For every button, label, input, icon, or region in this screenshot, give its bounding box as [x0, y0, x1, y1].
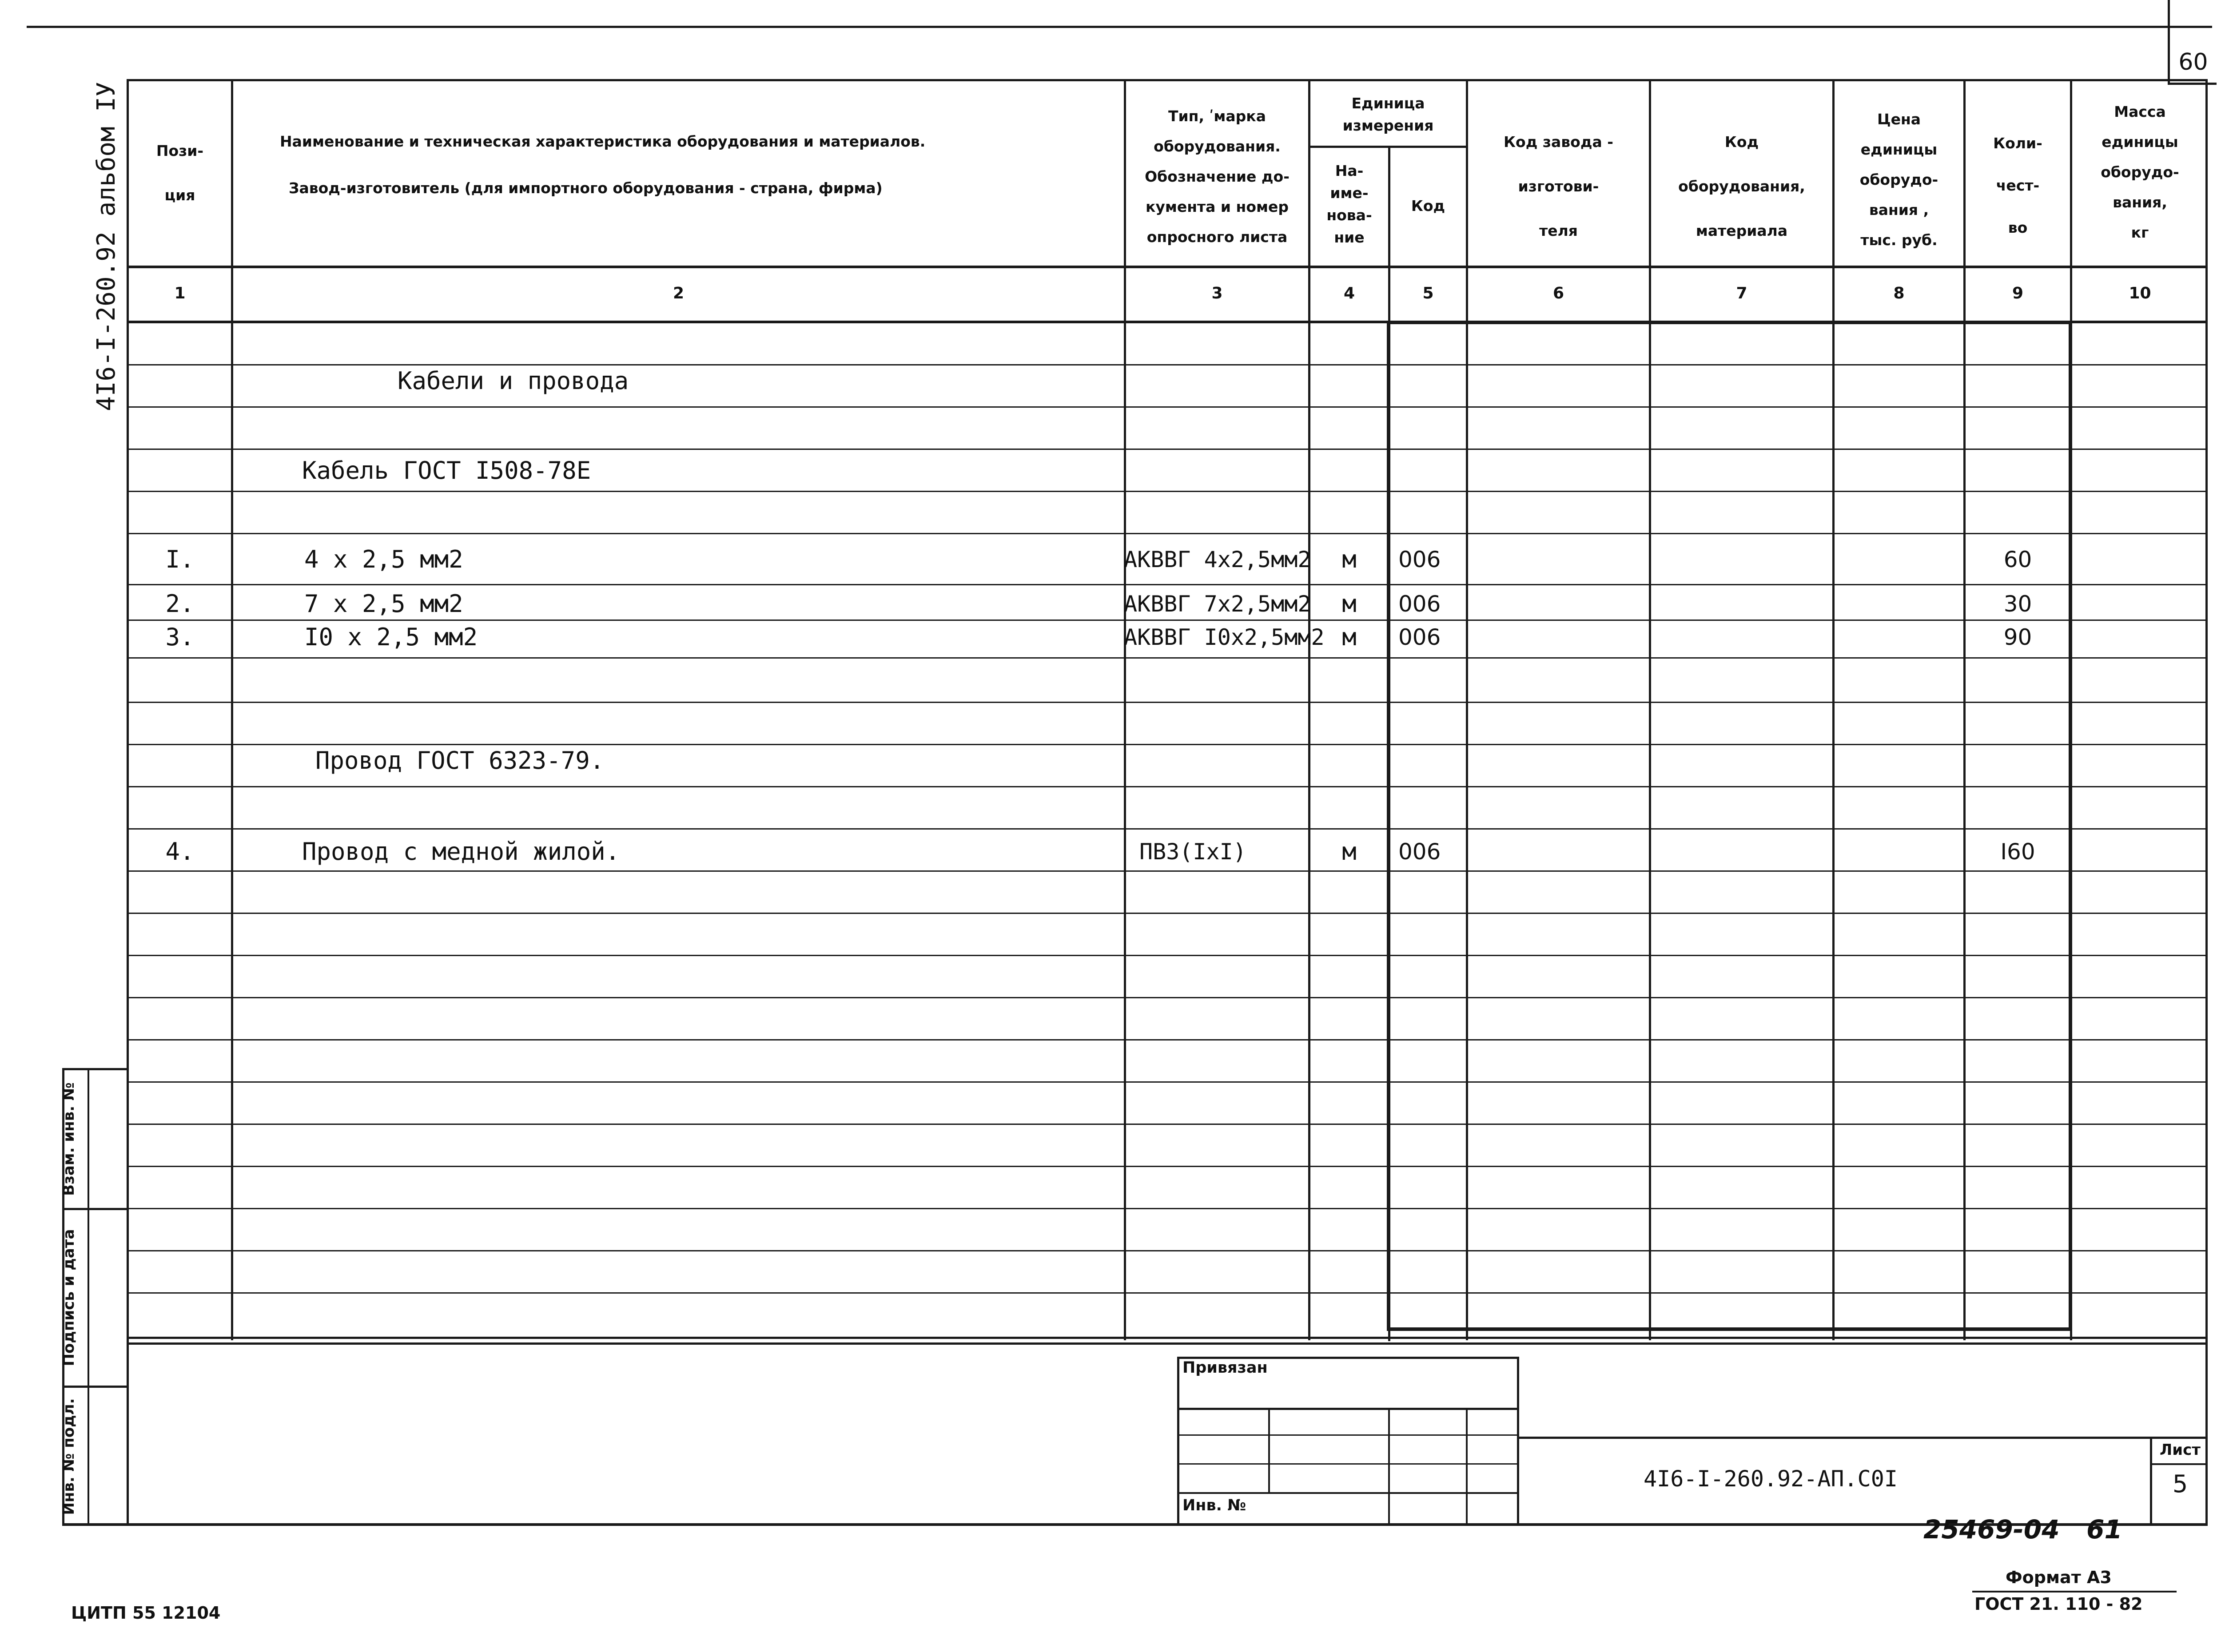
privyazan-row-line-2	[1177, 1463, 1519, 1465]
row-unit-code: 006	[1398, 547, 1441, 572]
col-line-1	[231, 79, 233, 1340]
privyazan-label: Привязан	[1182, 1359, 1268, 1377]
privyazan-row-line-1	[1177, 1434, 1519, 1436]
header-position: Пози- ция	[156, 142, 204, 204]
page-number: 60	[2178, 49, 2208, 75]
header-bottom-line	[127, 266, 2208, 268]
header-quantity: Коли- чест- во	[1993, 135, 2042, 236]
gost-label: ГОСТ 21. 110 - 82	[1974, 1594, 2143, 1614]
unit-group-split-line	[1308, 146, 1468, 148]
col-num-1: 1	[174, 284, 186, 302]
header-factory-code: Код завода - изготови- теля	[1504, 133, 1613, 239]
row-unit: м	[1342, 590, 1357, 618]
col-num-6: 6	[1552, 284, 1564, 302]
side-stamp-inner-line	[88, 1068, 89, 1525]
row-type: ПВЗ(IхI)	[1139, 839, 1246, 865]
section-title-wire-gost: Провод ГОСТ 6323-79.	[315, 747, 605, 774]
row-name: Провод с медной жилой.	[302, 838, 620, 866]
col-num-9: 9	[2012, 284, 2024, 302]
row-unit: м	[1342, 838, 1357, 866]
col-line-3	[1308, 79, 1310, 1340]
row-position: 3.	[165, 623, 195, 651]
bottom-border-line	[62, 1523, 2208, 1526]
header-type: Тип, ʹмарка оборудования. Обозначение до- кумента и номер опросного листа	[1145, 107, 1290, 246]
row-quantity: 60	[2003, 547, 2032, 572]
privyazan-col-3	[1466, 1408, 1468, 1525]
doc-code: 4I6-I-260.92-АП.С0I	[1644, 1466, 1898, 1492]
row-quantity: I60	[2000, 839, 2035, 865]
row-type: АКВВГ 7х2,5мм2	[1124, 591, 1311, 617]
format-underline	[1972, 1591, 2177, 1592]
handwritten-number: 25469-04 61	[1923, 1514, 2122, 1545]
row-name: 4 х 2,5 мм2	[304, 545, 463, 573]
sheet-value: 5	[2172, 1470, 2188, 1498]
header-unit-name: На- име- нова- ние	[1326, 162, 1372, 246]
col-num-5: 5	[1422, 284, 1434, 302]
privyazan-split-line	[1177, 1408, 1519, 1410]
side-stamp-vzam: Взам. инв. №	[60, 1082, 78, 1196]
row-name: 7 х 2,5 мм2	[304, 590, 463, 618]
row-type: АКВВГ I0х2,5мм2	[1124, 624, 1325, 650]
header-mass: Масса единицы оборудо- вания, кг	[2101, 103, 2179, 241]
side-stamp-inv: Инв. № подл.	[60, 1398, 78, 1515]
bold-data-frame	[1387, 321, 2072, 1331]
row-name: I0 х 2,5 мм2	[304, 623, 478, 651]
row-position: I.	[165, 545, 195, 573]
col-num-8: 8	[1893, 284, 1905, 302]
row-unit-code: 006	[1398, 839, 1441, 865]
header-unit-code: Код	[1411, 197, 1445, 214]
section-title-cable-gost: Кабель ГОСТ I508-78Е	[302, 457, 591, 484]
privyazan-col-2	[1388, 1408, 1390, 1525]
col-num-7: 7	[1736, 284, 1747, 302]
header-material-code: Код оборудования, материала	[1678, 133, 1805, 239]
row-unit-code: 006	[1398, 624, 1441, 650]
cipt-label: ЦИТП 55 12104	[71, 1603, 221, 1623]
header-name-line1: Наименование и техническая характеристика оборудования и материалов.	[280, 133, 926, 150]
side-stamp-podpis: Подпись и дата	[60, 1229, 78, 1366]
row-type: АКВВГ 4х2,5мм2	[1124, 547, 1311, 572]
header-price: Цена единицы оборудо- вания , тыс. руб.	[1859, 111, 1938, 249]
row-unit: м	[1342, 545, 1357, 573]
privyazan-row-line-3	[1177, 1492, 1519, 1494]
header-unit-group: Единица измерения	[1342, 95, 1434, 134]
sheet-box-split	[2150, 1463, 2208, 1465]
privyazan-col-1	[1268, 1408, 1270, 1492]
top-border-line	[27, 26, 2212, 28]
col-num-4: 4	[1343, 284, 1355, 302]
sheet-label: Лист	[2160, 1441, 2201, 1459]
doc-code-top-line	[1519, 1437, 2208, 1439]
row-unit: м	[1342, 623, 1357, 651]
col-num-2: 2	[673, 284, 685, 302]
col-num-10: 10	[2129, 284, 2151, 302]
col-num-3: 3	[1211, 284, 1223, 302]
section-title-cables: Кабели и провода	[398, 367, 629, 395]
album-label: 4I6-I-260.92 альбом IУ	[92, 82, 121, 411]
row-position: 4.	[165, 838, 195, 866]
row-quantity: 90	[2003, 624, 2032, 650]
format-label: Формат А3	[2006, 1568, 2112, 1587]
col-line-2	[1124, 79, 1126, 1340]
row-quantity: 30	[2003, 591, 2032, 617]
row-position: 2.	[165, 590, 195, 618]
row-unit-code: 006	[1398, 591, 1441, 617]
sheet-box-left	[2150, 1437, 2152, 1525]
inv-no-label: Инв. №	[1182, 1497, 1246, 1514]
header-name-line2: Завод-изготовитель (для импортного оборудования - страна, фирма)	[289, 179, 883, 197]
